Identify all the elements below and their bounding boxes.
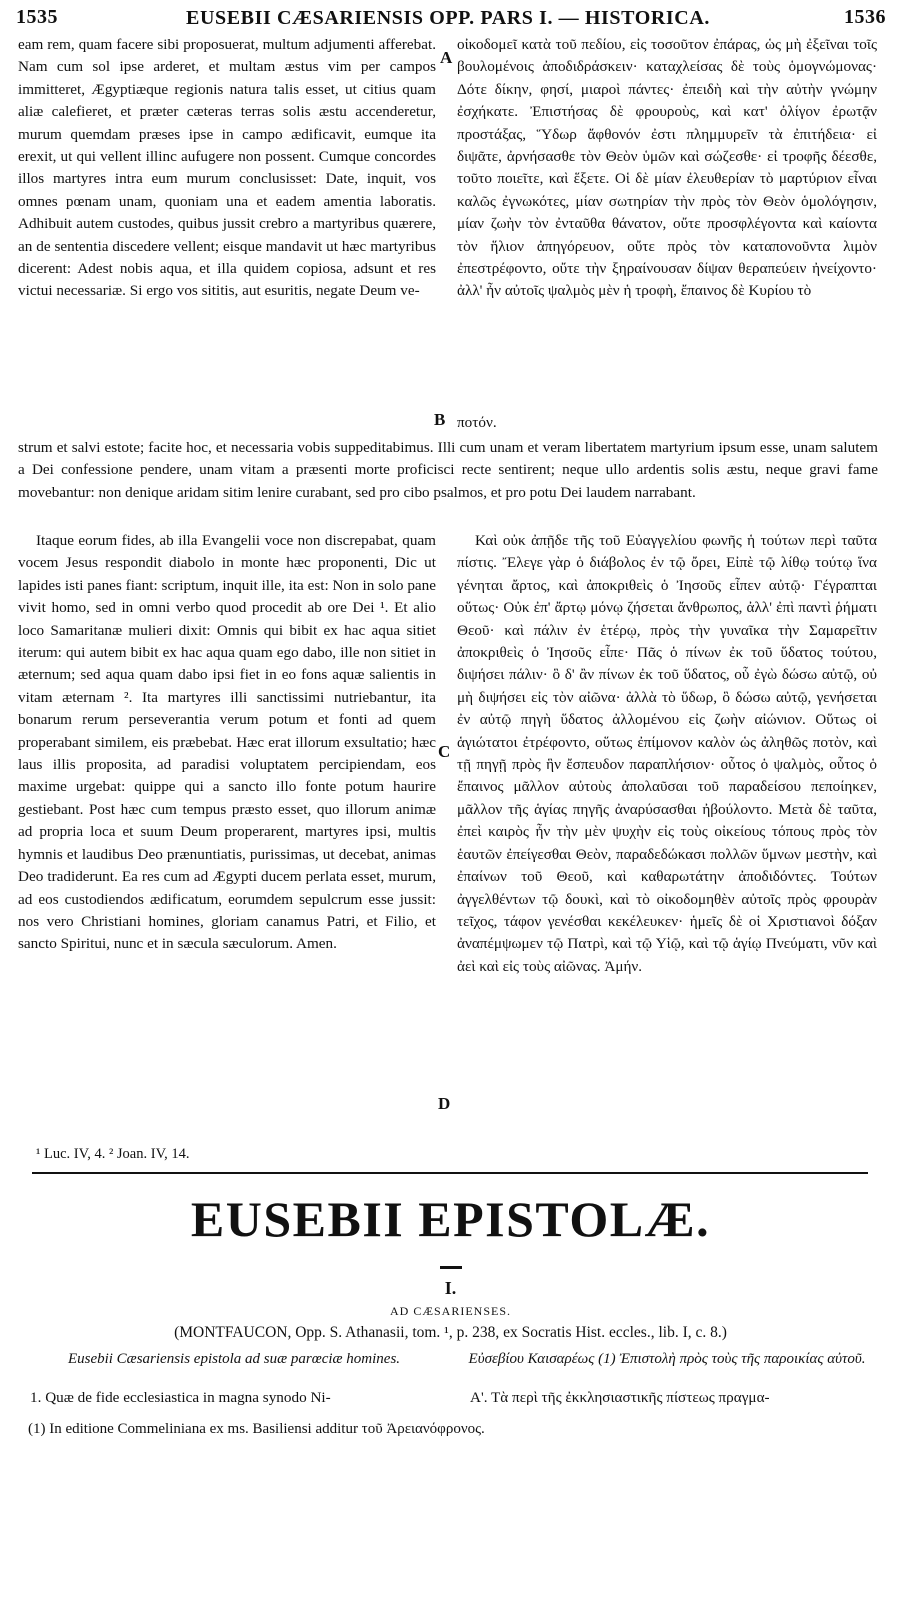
margin-letter-a: A: [440, 48, 453, 67]
greek-epistle-title: Εὐσεβίου Καισαρέως (1) Ἐπιστολὴ πρὸς τοὺς τῆς παροικίας αὐτοῦ.: [468, 1351, 866, 1367]
page-number-left: 1535: [16, 6, 58, 28]
epistle-source: (MONTFAUCON, Opp. S. Athanasii, tom. ¹, p. 238, ex Socratis Hist. eccles., lib. I, c. 8.): [174, 1324, 727, 1341]
latin-epistle-first-line: 1. Quæ de fide ecclesiastica in magna synodo Ni-: [30, 1389, 331, 1406]
running-title: EUSEBII CÆSARIENSIS OPP. PARS I. — HISTORICA.: [186, 7, 710, 29]
epistle-address: AD CÆSARIENSES.: [389, 1304, 512, 1318]
section-title: EUSEBII EPISTOLÆ.: [190, 1191, 711, 1247]
greek-paragraph-2: Καὶ οὐκ ἀπῇδε τῆς τοῦ Εὐαγγελίου φωνῆς ἡ τούτων περὶ ταῦτα πίστις. Ἔλεγε γὰρ ὁ διάβολος ἐν τῷ ὄρει, Εἰπὲ τῷ λίθῳ τούτῳ ἵνα γένηται ἄρτος, καὶ ἀποκριθεὶς ὁ Ἰησοῦς εἶπεν αὐτῷ· Γέγραπται οὕτως· Οὐκ ἐπ' ἄρτῳ μόνῳ ζήσεται ἄνθρωπος, ἀλλ' ἐπὶ παντὶ ῥήματι Θεοῦ· καὶ πάλιν ἐν ἑτέρῳ, πρὸς τὴν γυναῖκα τὴν Σαμαρεῖτιν ἀποκριθεὶς ὁ Ἰησοῦς εἶπε· Πᾶς ὁ πίνων ἐκ τοῦ ὕδατος τούτου, διψήσει πάλιν· ὃ δ' ἂν πίνων ἐκ τοῦ ὕδατος, οὗ ἐγὼ δώσω αὐτῷ, οὐ μὴ διψήσει εἰς τὸν αἰῶνα· ἀλλὰ τὸ ὕδωρ, ὃ δώσω αὐτῷ, γενήσεται ἐν αὐτῷ πηγὴ ὕδατος ἀλλομένου εἰς ζωὴν αἰώνιον. Οὕτως οἱ ἁγιώτατοι ἐτρέφοντο, οὕτως ἐπίμονον καλὸν ὡς ἀληθῶς ποτὸν, καὶ τῇ πηγῇ πρὸς ἣν ἔσπευδον παραπλήσιον· οὗτος ὁ ψαλμὸς, οὗτος ὁ ἔπαινος μᾶλλον αὐτοὺς ἀπολαῦσαι τοῦ παραδείσου πεποίηκεν, μᾶλλον τῆς ἁγίας πηγῆς ἀναρύσασθαι ἠβούλοντο. Μετὰ δὲ ταῦτα, ἐπεὶ καιρὸς ἦν τὴν μὲν ψυχὴν εἰς τοὺς οἰκείους τόπους πρὸς τὸν ἑαυτῶν ἐπείγεσθαι Θεὸν, παραδεδώκασι πολλῶν ὕμνων μεστὴν, καὶ ἐπαίνων τοῦ Θεοῦ, καὶ καθαρωτάτην ἀποδιδόντες. Τούτων ἀγγελθέντων τῷ δουκὶ, καὶ τὸ οἰκοδομηθὲν αὐτοῖς πρὸς φρουρὰν τεῖχος, τάφον γενέσθαι κεκέλευκεν· ἡμεῖς δὲ οἱ Χριστιανοὶ δόξαν ἀναπέμψωμεν τῷ Πατρὶ, καὶ τῷ Υἱῷ, καὶ τῷ ἁγίῳ Πνεύματι, νῦν καὶ ἀεὶ καὶ εἰς τοὺς αἰῶνας. Ἀμήν.: [457, 532, 877, 975]
latin-column-top: [18, 34, 436, 434]
greek-line-end: ποτόν.: [457, 414, 497, 431]
title-dash: [440, 1266, 462, 1269]
separator-rule: [32, 1172, 868, 1174]
latin-paragraph-1: eam rem, quam facere sibi proposuerat, multum adjumenti afferebat. Nam cum sol ipse arderet, et multam æstus vim per campos immitteret, Ægyptiæque regionis natura talis esset, ut citius quam aliæ calefieret, et præter cæteras terras solis æstu accenderetur, murum quemdam præses ipse in campo ædificavit, eumque ita erexit, ut qui vellent illinc aufugere non possent. Cumque concordes illos martyres intra eum murum conclusisset: Date, inquit, vos omnes pœnam unam, quoniam una et eadem amentia laboratis. Adhibuit autem custodes, quibus jussit crebro a martyribus quærere, an de sententia discedere vellent; eisque mandavit ut hæc martyribus dicerent: Adest nobis aqua, et illa quidem copiosa, adsunt et res victui necessariæ. Si ergo vos sititis, aut esuritis, negate Deum ve-: [18, 36, 436, 300]
margin-letter-b: B: [434, 410, 446, 429]
greek-paragraph-1: οἰκοδομεῖ κατὰ τοῦ πεδίου, εἰς τοσοῦτον ἐπάρας, ὡς μὴ ἐξεῖναι τοῖς βουλομένοις ἀποδιδράσκειν· καταχλείσας δὲ τοὺς ὁμογνώμονας· Δότε δίκην, φησί, μιαροὶ πάντες· ἐπειδὴ καὶ τὴν αὐτὴν γνώμην ἐσχήκατε. Ἐπιστήσας δὲ φρουροὺς, καὶ κατ' ὀλίγον ἐρωτᾷν προστάξας, Ὕδωρ ἄφθονόν ἐστι πλημμυρεῖν τὰ ἐπιτήδεια· εἰ διψᾶτε, ἀρνήσασθε τὸν Θεὸν ὑμῶν καὶ σώζεσθε· εἰ τροφῆς δέεσθε, τοῦτο ποιεῖτε, καὶ ἕξετε. Οἱ δὲ μίαν ἐλευθερίαν τὸ μαρτύριον εἶναι καλῶς ἐγνωκότες, μίαν σωτηρίαν τὴν πρὸς τὸν Θεὸν ὁμολόγησιν, μίαν ζωὴν τὸν ἐνταῦθα θάνατον, οὔτε προσφλέγοντα καὶ καίοντα τὸν ἥλιον ἀπηγόρευον, οὔτε πρὸς τὸν καταπονοῦντα λιμὸν ἐπεστρέφοντο, οὔτε τὴν ξηραίνουσαν δίψαν θεραπεύειν ἠνείχοντο· ἀλλ' ἦν αὐτοῖς ψαλμὸς μὲν ἡ τροφὴ, ἔπαινος δὲ Κυρίου τὸ: [457, 36, 877, 300]
footnotes: ¹ Luc. IV, 4. ² Joan. IV, 14.: [36, 1146, 190, 1162]
margin-letter-c: C: [438, 742, 451, 761]
epistle-number: I.: [444, 1278, 457, 1298]
running-head: [16, 6, 886, 32]
greek-epistle-first-line: Α'. Τὰ περὶ τῆς ἐκκλησιαστικῆς πίστεως πραγμα-: [470, 1389, 770, 1406]
spanning-paragraph: strum et salvi estote; facite hoc, et necessaria vobis suppeditabimus. Illi cum unam et veram libertatem martyrium ipsum esse, unam salutem a Dei confessione pendere, unam vitam a præsenti morte proficisci recte sentirent; neque ullo ardentis solis æstu, neque gravi fame movebantur: non denique aridam sitim lenire curabant, sed pro cibo psalmos, et pro potu Dei laudem narrabant.: [18, 439, 878, 501]
page-number-right: 1536: [844, 6, 886, 28]
margin-letter-d: D: [438, 1094, 451, 1113]
latin-paragraph-2: Itaque eorum fides, ab illa Evangelii voce non discrepabat, quam vocem Jesus respondit diabolo in monte hæc proponenti, Dic ut lapides isti panes fiant: scriptum, inquit ille, ita est: Non in solo pane vivit homo, sed in omni verbo quod procedit ab ore Dei ¹. Et alio loco Samaritanæ mulieri dixit: Omnis qui bibit ex hac aqua sitiet iterum: qui autem bibit ex hac aqua quam ego dabo, ille non sitiet in æternum; sed aqua quam dabo ipsi fiet in eo fons aquæ salientis in vitam æternam ². Ita martyres illi sanctissimi nutriebantur, ita bonarum rerum perseverantia verum potum et fonti ad quem properabant similem, eis præbebat. Hæc erat illorum exsultatio; hæc laus illis proposita, ad paradisi voluptatem percipiendam, eos maxime urgebat: quippe qui a sancto illo fonte potum haurire gestiebant. Post hæc cum tempus præsto esset, quo illorum animæ ad propria loca et suum Deum properarent, martyres ipsi, multis hymnis et laudibus Deo prænuntiatis, purissimas, ut decebat, animas Deo tradiderunt. Ea res cum ad Ægypti ducem perlata esset, murum, ad eos custodiendos ædificatum, eorumdem sepulcrum esse jussit: nos vero Christiani homines, gloriam canamus Patri, et Filio, et sancto Spiritui, nunc et in sæcula sæculorum. Amen.: [18, 532, 436, 953]
latin-epistle-title: Eusebii Cæsariensis epistola ad suæ parœciæ homines.: [67, 1351, 401, 1367]
bottom-footnote: (1) In editione Commeliniana ex ms. Basiliensi additur τοῦ Ἀρειανόφρονος.: [28, 1421, 485, 1437]
greek-column-top: [457, 34, 877, 434]
